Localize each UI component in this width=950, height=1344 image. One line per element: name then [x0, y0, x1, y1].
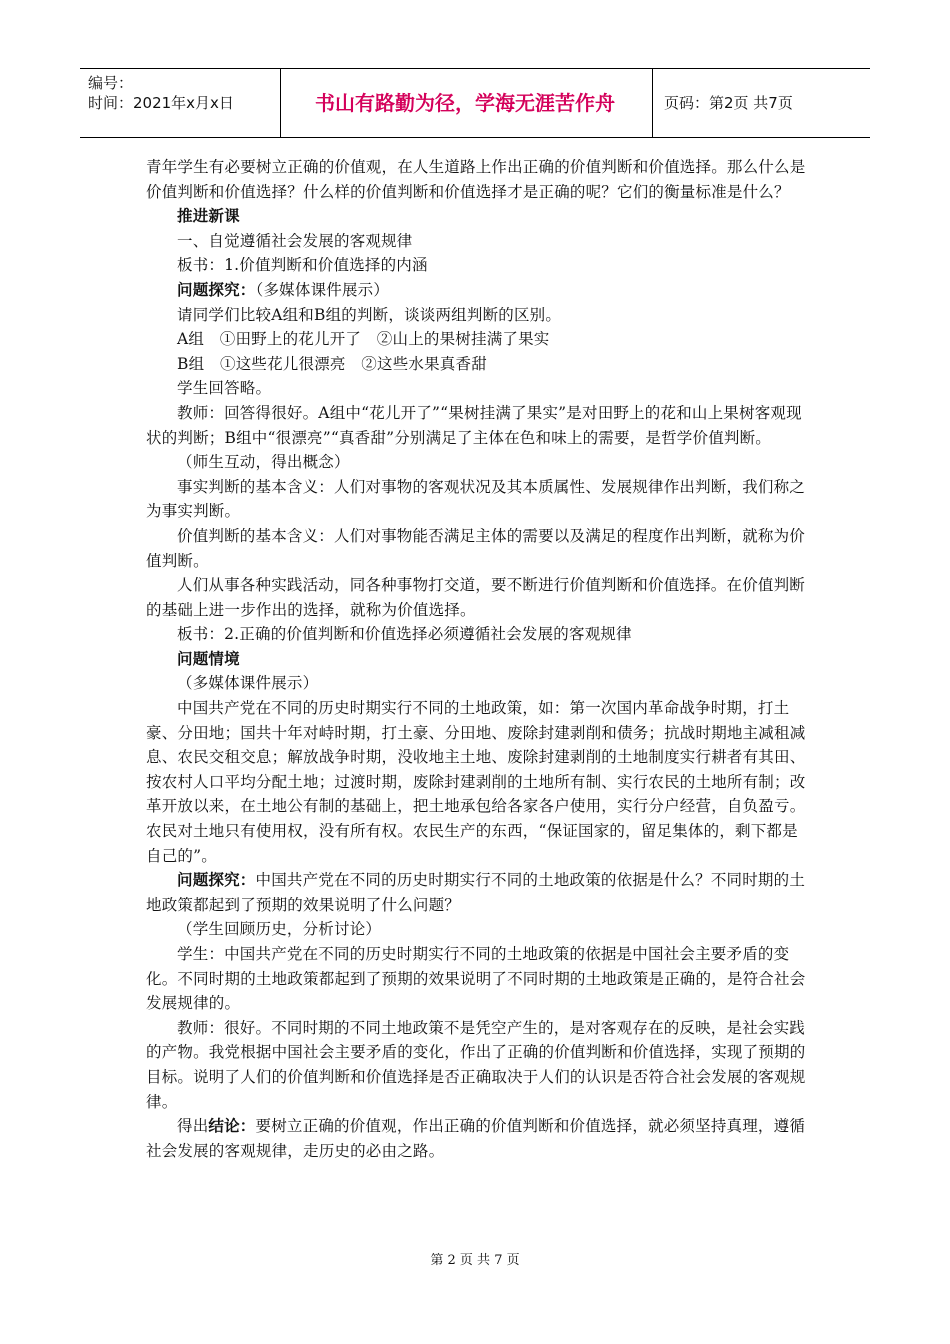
paragraph	[146, 524, 812, 573]
date-label: 时间：2021年x月x日	[88, 94, 234, 112]
header-meta	[88, 73, 234, 113]
paragraph-text: 学生：中国共产党在不同的历史时期实行不同的土地政策的依据是中国社会主要矛盾的变化。不同时期的土地政策都起到了预期的效果说明了不同时期的土地政策是正确的，是符合社会发展规律的。	[146, 945, 806, 1013]
paragraph-text: 板书：1.价值判断和价值选择的内涵	[177, 256, 428, 275]
paragraph	[146, 450, 812, 475]
paragraph	[146, 278, 812, 303]
paragraph	[146, 917, 812, 942]
paragraph	[146, 204, 812, 229]
paragraph-text: 一、自觉遵循社会发展的客观规律	[177, 231, 413, 250]
paragraph	[146, 868, 812, 917]
page-header	[80, 68, 870, 138]
paragraph-text: 学生回答略。	[177, 379, 272, 398]
paragraph-text: 中国共产党在不同的历史时期实行不同的土地政策，如：第一次国内革命战争时期，打土豪、分田地；国共十年对峙时期，打土豪、分田地、废除封建剥削和债务；抗战时期地主减租减息、农民交租交息；解放战争时期，没收地主土地、废除封建剥削的土地制度实行耕者有其田、按农村人口平均分配土地；过渡时期，废除封建剥削的土地所有制、实行农民的土地所有制；改革开放以来，在土地公有制的基础上，把土地承包给各家各户使用，实行分户经营，自负盈亏。农民对土地只有使用权，没有所有权。农民生产的东西，“保证国家的，留足集体的，剩下都是自己的”。	[146, 699, 806, 865]
paragraph	[146, 696, 812, 868]
paragraph	[146, 622, 812, 647]
paragraph	[146, 229, 812, 254]
paragraph	[146, 401, 812, 450]
document-body	[146, 155, 812, 1163]
paragraph	[146, 376, 812, 401]
paragraph-text: 要树立正确的价值观，作出正确的价值判断和价值选择，就必须坚持真理，遵循社会发展的客观规律，走历史的必由之路。	[146, 1117, 806, 1160]
paragraph-text: 教师：回答得很好。A组中“花儿开了”“果树挂满了果实”是对田野上的花和山上果树客观现状的判断；B组中“很漂亮”“真香甜”分别满足了主体在色和味上的需要，是哲学价值判断。	[146, 403, 802, 447]
paragraph-text: 教师：很好。不同时期的不同土地政策不是凭空产生的，是对客观存在的反映，是社会实践的产物。我党根据中国社会主要矛盾的变化，作出了正确的价值判断和价值选择，实现了预期的目标。说明了人们的价值判断和价值选择是否正确取决于人们的认识是否符合社会发展的客观规律。	[146, 1018, 806, 1111]
paragraph	[146, 1016, 812, 1114]
paragraph-text: A组 ①田野上的花儿开了 ②山上的果树挂满了果实	[177, 330, 550, 349]
bold-heading: 问题探究：	[177, 871, 256, 890]
header-motto: 书山有路勤为径，学海无涯苦作舟	[315, 91, 615, 115]
code-label: 编号：	[88, 74, 134, 92]
paragraph-prefix: 得出	[177, 1117, 209, 1136]
paragraph	[146, 327, 812, 352]
paragraph	[146, 352, 812, 377]
paragraph	[146, 155, 812, 204]
paragraph-text: 中国共产党在不同的历史时期实行不同的土地政策的依据是什么？不同时期的土地政策都起到了预期的效果说明了什么问题？	[146, 871, 806, 914]
paragraph	[146, 303, 812, 328]
paragraph	[146, 475, 812, 524]
bold-heading: 问题情境	[177, 649, 240, 668]
paragraph	[146, 942, 812, 1016]
paragraph	[146, 573, 812, 622]
paragraph	[146, 1114, 812, 1163]
paragraph-text: B组 ①这些花儿很漂亮 ②这些水果真香甜	[177, 354, 487, 373]
paragraph-text: （多媒体课件展示）	[255, 280, 390, 299]
paragraph-text: （师生互动，得出概念）	[177, 453, 350, 472]
paragraph	[146, 671, 812, 696]
paragraph-text: 事实判断的基本含义：人们对事物的客观状况及其本质属性、发展规律作出判断，我们称之为事实判断。	[146, 477, 806, 521]
paragraph-text: 青年学生有必要树立正确的价值观，在人生道路上作出正确的价值判断和价值选择。那么什么是价值判断和价值选择？什么样的价值判断和价值选择才是正确的呢？它们的衡量标准是什么？	[146, 158, 806, 201]
header-divider-right	[652, 69, 653, 137]
paragraph-text: 价值判断的基本含义：人们对事物能否满足主体的需要以及满足的程度作出判断，就称为价值判断。	[146, 526, 806, 570]
bold-heading: 问题探究：	[177, 280, 256, 299]
header-page-info: 页码：第2页 共7页	[664, 94, 793, 112]
bold-heading: 推进新课	[177, 207, 240, 226]
paragraph-text: 人们从事各种实践活动，同各种事物打交道，要不断进行价值判断和价值选择。在价值判断的基础上进一步作出的选择，就称为价值选择。	[146, 576, 806, 619]
bold-heading: 结论：	[208, 1117, 256, 1136]
paragraph-text: 请同学们比较A组和B组的判断，谈谈两组判断的区别。	[177, 305, 562, 324]
paragraph-text: 板书：2.正确的价值判断和价值选择必须遵循社会发展的客观规律	[177, 625, 632, 644]
paragraph	[146, 647, 812, 672]
paragraph-text: （多媒体课件展示）	[177, 674, 319, 693]
paragraph	[146, 253, 812, 278]
page-footer: 第 2 页 共 7 页	[430, 1253, 520, 1268]
paragraph-text: （学生回顾历史，分析讨论）	[177, 920, 382, 939]
